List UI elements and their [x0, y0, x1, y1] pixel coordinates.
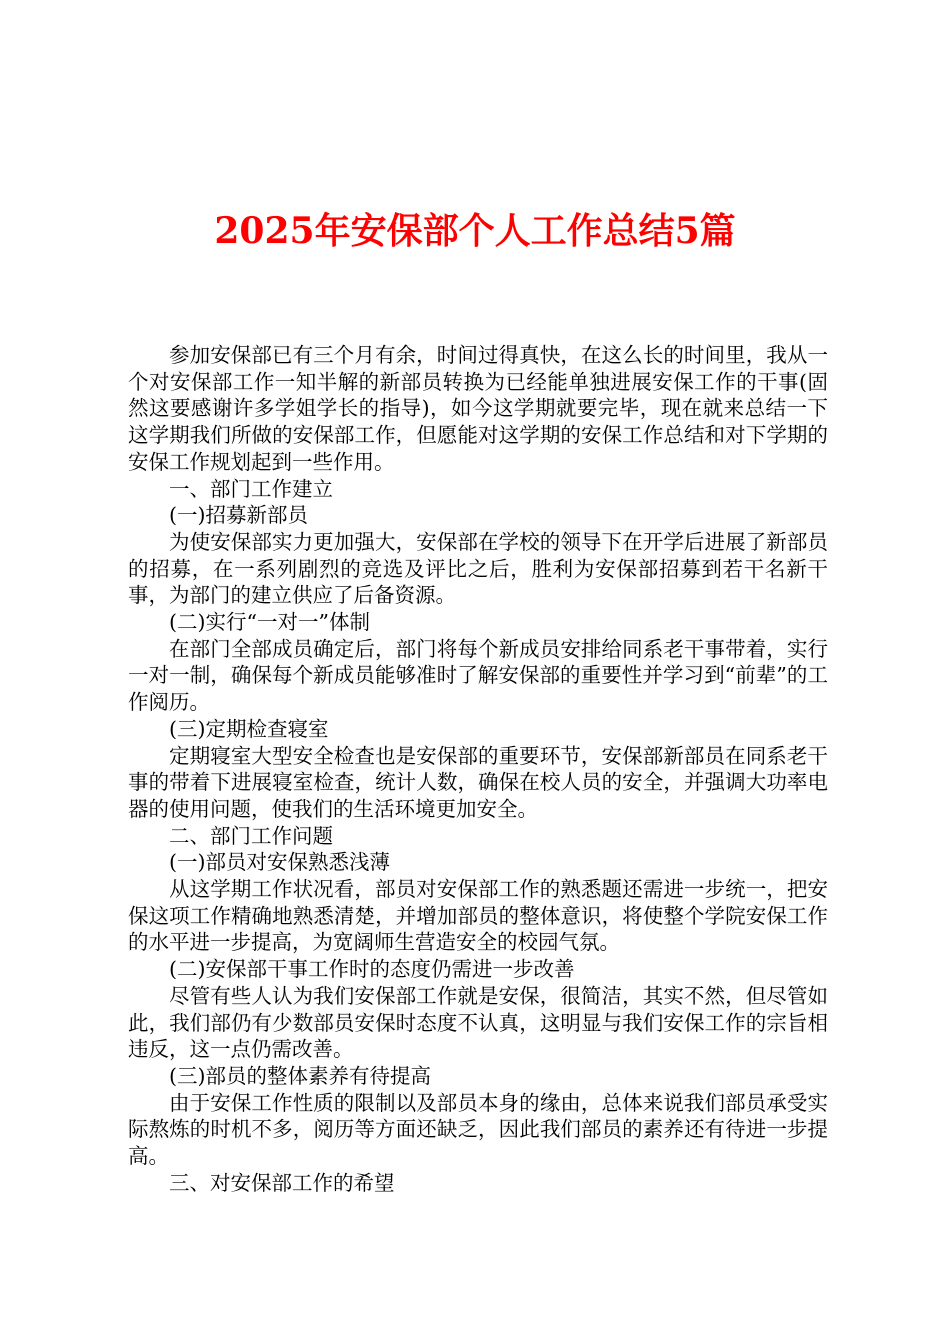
subsection-heading-1-2: (二)实行“一对一”体制: [169, 610, 370, 635]
subsection-heading-1-1: (一)招募新部员: [169, 503, 308, 528]
paragraph-1-3: 定期寝室大型安全检查也是安保部的重要环节，安保部新部员在同系老干事的带着下进展寝室检查，统计人数，确保在校人员的安全，并强调大功率电器的使用问题，使我们的生活环境更加安全。: [128, 743, 828, 821]
paragraph-1-1: 为使安保部实力更加强大，安保部在学校的领导下在开学后进展了新部员的招募，在一系列剧烈的竞选及评比之后，胜利为安保部招募到若干名新干事，为部门的建立供应了后备资源。: [128, 529, 828, 608]
document-body: [128, 342, 828, 1197]
document-title: 2025年安保部个人工作总结5篇: [214, 210, 736, 252]
paragraph-2-1: 从这学期工作状况看，部员对安保部工作的熟悉题还需进一步统一，把安保这项工作精确地熟悉清楚，并增加部员的整体意识，将使整个学院安保工作的水平进一步提高，为宽阔师生营造安全的校园气氛。: [128, 877, 828, 955]
section-heading-3: 三、对安保部工作的希望: [169, 1170, 395, 1195]
paragraph-intro: 参加安保部已有三个月有余，时间过得真快，在这么长的时间里，我从一个对安保部工作一知半解的新部员转换为已经能单独进展安保工作的干事(固然这要感谢许多学姐学长的指导)，如今这学期就要完毕，现在就来总结一下这学期我们所做的安保部工作，但愿能对这学期的安保工作总结和对下学期的安保工作规划起到一些作用。: [128, 343, 828, 474]
subsection-heading-1-3: (三)定期检查寝室: [169, 716, 329, 741]
section-heading-2: 二、部门工作问题: [169, 823, 333, 848]
paragraph-2-2: 尽管有些人认为我们安保部工作就是安保，很简洁，其实不然，但尽管如此，我们部仍有少数部员安保时态度不认真，这明显与我们安保工作的宗旨相违反，这一点仍需改善。: [128, 983, 828, 1062]
paragraph-1-2: 在部门全部成员确定后，部门将每个新成员安排给同系老干事带着，实行一对一制，确保每个新成员能够准时了解安保部的重要性并学习到“前辈”的工作阅历。: [128, 636, 828, 715]
subsection-heading-2-2: (二)安保部干事工作时的态度仍需进一步改善: [169, 957, 575, 982]
paragraph-2-3: 由于安保工作性质的限制以及部员本身的缘由，总体来说我们部员承受实际熬炼的时机不多，阅历等方面还缺乏，因此我们部员的素养还有待进一步提高。: [128, 1090, 828, 1169]
section-heading-1: 一、部门工作建立: [169, 476, 333, 501]
subsection-heading-2-1: (一)部员对安保熟悉浅薄: [169, 850, 390, 875]
subsection-heading-2-3: (三)部员的整体素养有待提高: [169, 1063, 431, 1088]
